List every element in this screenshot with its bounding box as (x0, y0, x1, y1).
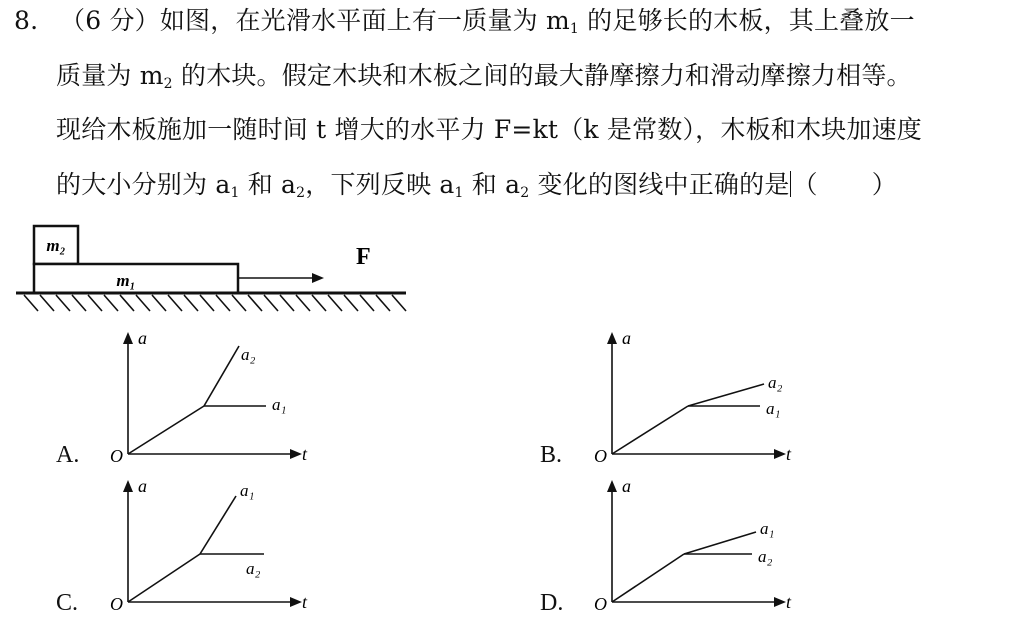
x-axis-arrow (290, 597, 302, 607)
option-d-graph[interactable] (588, 474, 808, 614)
curve-common (612, 554, 684, 602)
lower-curve-label: a₂ (758, 547, 773, 566)
y-axis-label: a (622, 476, 631, 496)
block-m2-label: m₂ (46, 236, 66, 255)
y-axis-label: a (138, 476, 147, 496)
answer-paren-close: ） (871, 170, 897, 199)
lower-curve-label: a₁ (766, 399, 781, 418)
curve-upper (688, 384, 764, 406)
ground-hatching (24, 295, 406, 311)
answer-paren-open: （ (792, 170, 818, 199)
y-axis-arrow (607, 332, 617, 344)
curve-common (128, 406, 204, 454)
question-text-3: 现给木板施加一随时间 t 增大的水平力 F=kt（k 是常数），木板和木块加速度 (56, 115, 922, 144)
curve-common (612, 406, 688, 454)
option-b-letter[interactable]: B. (540, 442, 563, 468)
board-m1-label: m₁ (116, 271, 136, 290)
question-text-2: 质量为 m (56, 61, 164, 90)
option-a-letter[interactable]: A. (56, 442, 80, 468)
curve-upper (684, 532, 756, 554)
question-text-1: 如图，在光滑水平面上有一质量为 m (159, 6, 570, 35)
board-m1 (34, 264, 238, 293)
x-axis-label: t (302, 444, 308, 464)
setup-diagram (14, 222, 414, 322)
x-axis-label: t (786, 444, 792, 464)
lower-curve-label: a₂ (246, 559, 261, 578)
origin-label: O (594, 594, 607, 614)
x-axis-label: t (302, 592, 308, 612)
x-axis-arrow (290, 449, 302, 459)
origin-label: O (594, 446, 607, 466)
option-b-graph[interactable] (588, 326, 808, 466)
curve-upper (204, 346, 239, 406)
y-axis-label: a (138, 328, 147, 348)
origin-label: O (110, 594, 123, 614)
option-a-graph[interactable] (104, 326, 324, 466)
upper-curve-label: a₂ (241, 345, 256, 364)
upper-curve-label: a₂ (768, 373, 783, 392)
option-c-graph[interactable] (104, 474, 324, 614)
option-d-letter[interactable]: D. (540, 590, 564, 616)
force-arrowhead (312, 273, 324, 283)
text-caret (790, 171, 791, 197)
option-c-letter[interactable]: C. (56, 590, 79, 616)
curve-common (128, 554, 200, 602)
y-axis-arrow (123, 480, 133, 492)
x-axis-label: t (786, 592, 792, 612)
question-score: （6 分） (60, 6, 160, 35)
x-axis-arrow (774, 597, 786, 607)
force-label: F (356, 244, 371, 270)
y-axis-arrow (123, 332, 133, 344)
upper-curve-label: a₁ (240, 481, 255, 500)
curve-upper (200, 496, 236, 554)
question-number: 8. (14, 6, 39, 35)
upper-curve-label: a₁ (760, 519, 775, 538)
y-axis-label: a (622, 328, 631, 348)
lower-curve-label: a₁ (272, 395, 287, 414)
x-axis-arrow (774, 449, 786, 459)
origin-label: O (110, 446, 123, 466)
question-text-4: 的大小分别为 a (56, 170, 231, 199)
y-axis-arrow (607, 480, 617, 492)
